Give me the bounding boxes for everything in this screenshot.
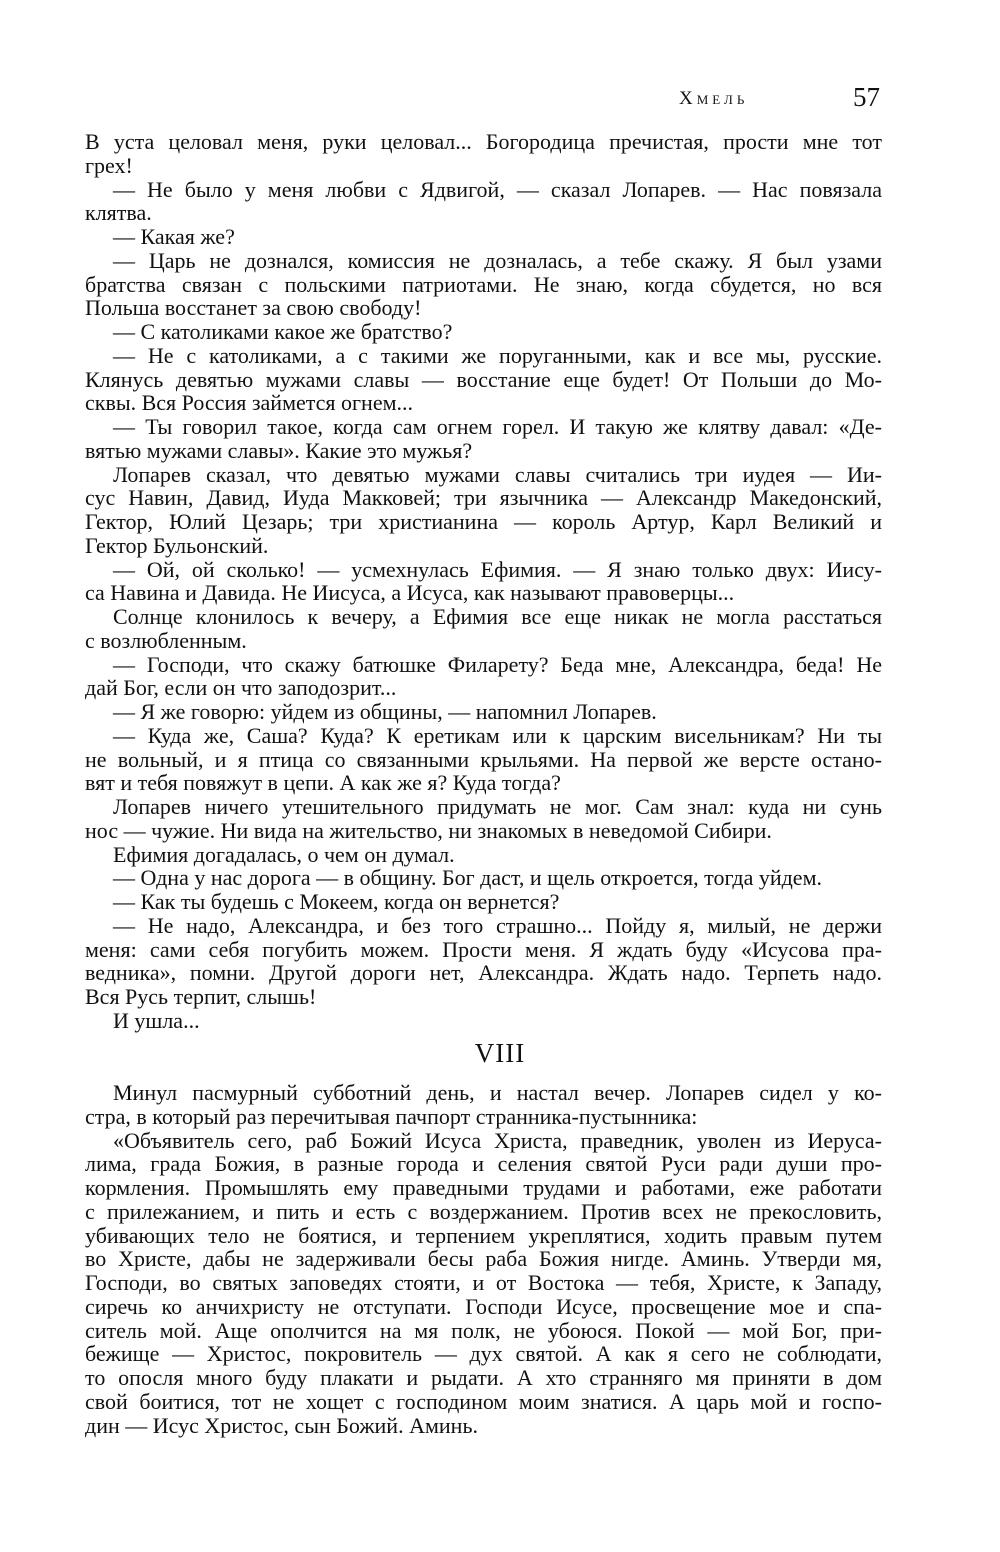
paragraph bbox=[85, 463, 882, 558]
running-head bbox=[0, 82, 1000, 116]
text-line: В уста целовал меня, руки целовал... Богородица пречистая, прости мне тот bbox=[85, 129, 882, 154]
paragraph bbox=[85, 890, 882, 914]
text-line: — Не было у меня любви с Ядвигой, — сказал Лопарев. — Нас повязала bbox=[113, 176, 882, 202]
paragraph bbox=[85, 866, 882, 890]
text-line: грех! bbox=[85, 152, 133, 178]
text-line: — Царь не дознался, комиссия не дозналась, а тебе скажу. Я был узами bbox=[113, 247, 882, 273]
text-line: — Не надо, Александра, и без того страшно... Пойду я, милый, не держи bbox=[113, 912, 882, 938]
text-line: бежище — Христос, покровитель — дух святой. А как я сего не соблюдати, bbox=[85, 1341, 882, 1367]
text-line: с прилежанием, и пить и есть с воздержанием. Против всех не прекословить, bbox=[85, 1198, 882, 1224]
text-line: ведника», помни. Другой дороги нет, Александра. Ждать надо. Терпеть надо. bbox=[85, 960, 882, 986]
paragraph bbox=[85, 130, 882, 178]
paragraph bbox=[85, 653, 882, 701]
text-line: «Объявитель сего, раб Божий Исуса Христа, праведник, уволен из Иеруса- bbox=[113, 1127, 882, 1153]
paragraph bbox=[85, 700, 882, 724]
paragraph bbox=[85, 1081, 882, 1129]
text-line: са Навина и Давида. Не Иисуса, а Исуса, как называют правоверцы... bbox=[85, 580, 735, 606]
paragraph bbox=[85, 249, 882, 320]
paragraph bbox=[85, 320, 882, 344]
text-line: — Какая же? bbox=[113, 224, 235, 249]
text-line: И ушла... bbox=[113, 1007, 200, 1033]
text-line: Минул пасмурный субботний день, и настал вечер. Лопарев сидел у ко- bbox=[113, 1080, 882, 1105]
text-block-2 bbox=[85, 1081, 882, 1437]
running-title: Хмель bbox=[679, 88, 749, 109]
paragraph bbox=[85, 914, 882, 1009]
text-line: Господи, во святых заповедях стояти, и от Востока — тебя, Христе, к Западу, bbox=[85, 1270, 882, 1295]
paragraph bbox=[85, 795, 882, 843]
text-line: братства связан с польскими патриотами. Не знаю, когда сбудется, но вся bbox=[85, 271, 882, 297]
section-heading: VIII bbox=[474, 1038, 526, 1068]
text-line: сус Навин, Давид, Иуда Макковей; три язычника — Александр Македонский, bbox=[85, 485, 882, 511]
text-line: Солнце клонилось к вечеру, а Ефимия все еще никак не могла расстаться bbox=[113, 604, 882, 629]
text-line: — Я же говорю: уйдем из общины, — напомнил Лопарев. bbox=[113, 699, 657, 724]
page-number: 57 bbox=[853, 82, 880, 112]
text-line: — Ой, ой сколько! — усмехнулась Ефимия. — Я знаю только двух: Иису- bbox=[113, 556, 882, 582]
text-line: сквы. Вся Россия займется огнем... bbox=[85, 390, 414, 416]
paragraph bbox=[85, 724, 882, 795]
paragraph bbox=[85, 558, 882, 606]
text-line: — Куда же, Саша? Куда? К еретикам или к царским висельникам? Ни ты bbox=[113, 722, 882, 748]
text-line: Клянусь девятью мужами славы — восстание еще будет! От Польши до Мо- bbox=[85, 366, 882, 392]
paragraph bbox=[85, 843, 882, 867]
text-line: клятва. bbox=[85, 200, 152, 226]
text-line: дин — Исус Христос, сын Божий. Аминь. bbox=[85, 1412, 478, 1438]
text-line: Вся Русь терпит, слышь! bbox=[85, 984, 317, 1009]
text-line: не вольный, и я птица со связанными крыльями. На первой же версте остано- bbox=[85, 746, 882, 772]
text-line: — Не с католиками, а с такими же поруганными, как и все мы, русские. bbox=[113, 342, 882, 368]
text-line: Ефимия догадалась, о чем он думал. bbox=[113, 841, 455, 867]
text-line: Польша восстанет за свою свободу! bbox=[85, 295, 422, 321]
paragraph bbox=[85, 415, 882, 463]
text-line: кормления. Промышлять ему праведными трудами и работами, еже работати bbox=[85, 1175, 882, 1200]
paragraph bbox=[85, 1009, 882, 1033]
text-line: — Ты говорил такое, когда сам огнем горел. И такую же клятву давал: «Де- bbox=[113, 414, 882, 439]
text-line: меня: сами себя погубить можем. Прости меня. Я ждать буду «Исусова пра- bbox=[85, 936, 882, 962]
text-line: во Христе, дабы не задерживали бесы раба Божия нигде. Аминь. Утверди мя, bbox=[85, 1246, 882, 1272]
text-line: убивающих тело не боятися, и терпением укреплятися, ходить правым путем bbox=[85, 1222, 882, 1248]
text-line: — С католиками какое же братство? bbox=[113, 319, 453, 344]
text-block-1 bbox=[85, 130, 882, 1033]
text-line: стра, в который раз перечитывая пачпорт странника-пустынника: bbox=[85, 1103, 698, 1129]
text-line: дай Бог, если он что заподозрит... bbox=[85, 675, 397, 701]
text-line: вят и тебя повяжут в цепи. А как же я? Куда тогда? bbox=[85, 770, 561, 796]
paragraph bbox=[85, 344, 882, 415]
text-line: с возлюбленным. bbox=[85, 627, 247, 653]
text-line: ситель мой. Аще ополчится на мя полк, не убоюся. Покой — мой Бог, при- bbox=[85, 1317, 882, 1343]
text-line: — Одна у нас дорога — в общину. Бог даст, и щель откроется, тогда уйдем. bbox=[113, 865, 822, 891]
text-line: свой боитися, тот не хощет с господином моим знатися. А царь мой и госпо- bbox=[85, 1388, 882, 1414]
text-line: Гектор Бульонский. bbox=[85, 532, 269, 558]
text-line: — Как ты будешь с Мокеем, когда он вернется? bbox=[113, 889, 560, 914]
text-line: сиречь ко анчихристу не отступати. Господи Исусе, просвещение мое и спа- bbox=[85, 1293, 882, 1319]
text-line: Лопарев ничего утешительного придумать не мог. Сам знал: куда ни сунь bbox=[113, 794, 882, 819]
text-line: вятью мужами славы». Какие это мужья? bbox=[85, 437, 473, 463]
paragraph bbox=[85, 1129, 882, 1438]
text-line: — Господи, что скажу батюшке Филарету? Беда мне, Александра, беда! Не bbox=[113, 651, 882, 677]
text-line: то опосля много буду плакати и рыдати. А хто странняго мя приняти в дом bbox=[85, 1365, 882, 1390]
paragraph bbox=[85, 178, 882, 226]
text-line: Гектор, Юлий Цезарь; три христианина — король Артур, Карл Великий и bbox=[85, 509, 882, 534]
paragraph bbox=[85, 605, 882, 653]
text-line: нос — чужие. Ни вида на жительство, ни знакомых в неведомой Сибири. bbox=[85, 817, 772, 843]
paragraph bbox=[85, 225, 882, 249]
text-line: Лопарев сказал, что девятью мужами славы считались три иудея — Ии- bbox=[113, 461, 882, 487]
text-line: лима, града Божия, в разные города и селения святой Руси ради души про- bbox=[85, 1151, 882, 1177]
